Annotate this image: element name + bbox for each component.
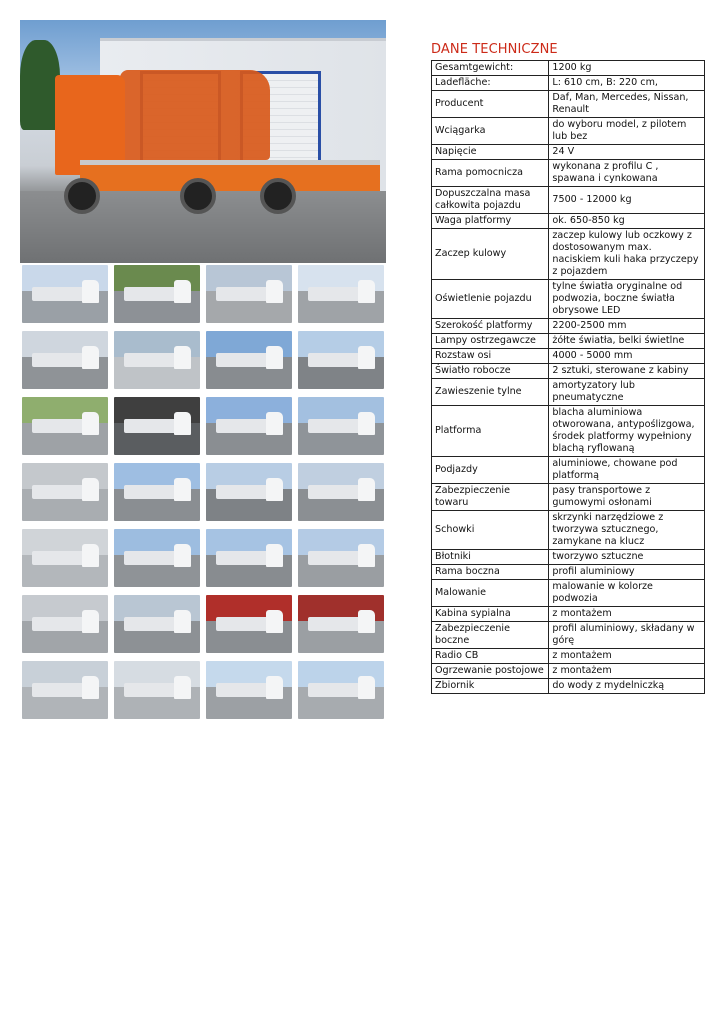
spec-label: Rozstaw osi (432, 349, 549, 364)
spec-row (432, 484, 705, 511)
gallery-thumbnail[interactable] (298, 529, 384, 587)
spec-label: Platforma (432, 406, 549, 457)
spec-label: Producent (432, 91, 549, 118)
gallery-thumbnail[interactable] (22, 265, 108, 323)
gallery-thumbnail[interactable] (114, 331, 200, 389)
spec-row (432, 349, 705, 364)
spec-value: 2 sztuki, sterowane z kabiny (549, 364, 705, 379)
spec-row (432, 550, 705, 565)
spec-value: żółte światła, belki świetlne (549, 334, 705, 349)
spec-label: Ogrzewanie postojowe (432, 664, 549, 679)
spec-row (432, 379, 705, 406)
specs-table (431, 60, 705, 694)
photo-gallery (22, 265, 388, 719)
spec-label: Napięcie (432, 145, 549, 160)
gallery-thumbnail[interactable] (298, 595, 384, 653)
gallery-thumbnail[interactable] (22, 331, 108, 389)
spec-label: Zawieszenie tylne (432, 379, 549, 406)
spec-label: Błotniki (432, 550, 549, 565)
spec-label: Światło robocze (432, 364, 549, 379)
spec-label: Rama boczna (432, 565, 549, 580)
page-title: DANE TECHNICZNE (431, 42, 558, 57)
spec-label: Lampy ostrzegawcze (432, 334, 549, 349)
spec-row (432, 364, 705, 379)
spec-row (432, 280, 705, 319)
spec-value: z montażem (549, 649, 705, 664)
gallery-thumbnail[interactable] (206, 595, 292, 653)
truck-platform (80, 160, 380, 191)
gallery-thumbnail[interactable] (22, 529, 108, 587)
spec-row (432, 565, 705, 580)
spec-label: Zbiornik (432, 679, 549, 694)
spec-value: amortyzatory lub pneumatyczne (549, 379, 705, 406)
spec-value: blacha aluminiowa otworowana, antypoślizgowa, środek platformy wypełniony blachą ryflowaną (549, 406, 705, 457)
spec-label: Rama pomocnicza (432, 160, 549, 187)
spec-row (432, 214, 705, 229)
spec-label: Wciągarka (432, 118, 549, 145)
spec-row (432, 649, 705, 664)
spec-row (432, 457, 705, 484)
gallery-thumbnail[interactable] (22, 463, 108, 521)
gallery-thumbnail[interactable] (114, 265, 200, 323)
gallery-thumbnail[interactable] (298, 331, 384, 389)
gallery-thumbnail[interactable] (22, 595, 108, 653)
spec-label: Gesamtgewicht: (432, 61, 549, 76)
spec-value: ok. 650-850 kg (549, 214, 705, 229)
gallery-thumbnail[interactable] (22, 661, 108, 719)
spec-label: Radio CB (432, 649, 549, 664)
spec-value: do wyboru model, z pilotem lub bez (549, 118, 705, 145)
spec-row (432, 229, 705, 280)
gallery-thumbnail[interactable] (298, 265, 384, 323)
spec-value: zaczep kulowy lub oczkowy z dostosowanym max. naciskiem kuli haka przyczepy z pojazdem (549, 229, 705, 280)
spec-value: malowanie w kolorze podwozia (549, 580, 705, 607)
spec-row (432, 160, 705, 187)
hero-truck-photo (20, 20, 386, 263)
spec-value: z montażem (549, 664, 705, 679)
gallery-thumbnail[interactable] (206, 529, 292, 587)
spec-value: 24 V (549, 145, 705, 160)
spec-row (432, 679, 705, 694)
spec-row (432, 580, 705, 607)
spec-value: 4000 - 5000 mm (549, 349, 705, 364)
spec-label: Dopuszczalna masa całkowita pojazdu (432, 187, 549, 214)
spec-value: profil aluminiowy (549, 565, 705, 580)
spec-value: tworzywo sztuczne (549, 550, 705, 565)
spec-label: Ladefläche: (432, 76, 549, 91)
spec-value: skrzynki narzędziowe z tworzywa sztucznego, zamykane na klucz (549, 511, 705, 550)
spec-value: pasy transportowe z gumowymi osłonami (549, 484, 705, 511)
spec-value: tylne światła oryginalne od podwozia, boczne światła obrysowe LED (549, 280, 705, 319)
spec-value: L: 610 cm, B: 220 cm, (549, 76, 705, 91)
spec-value: z montażem (549, 607, 705, 622)
spec-label: Zabezpieczenie boczne (432, 622, 549, 649)
spec-label: Szerokość platformy (432, 319, 549, 334)
gallery-thumbnail[interactable] (114, 595, 200, 653)
spec-row (432, 319, 705, 334)
spec-label: Zaczep kulowy (432, 229, 549, 280)
spec-row (432, 406, 705, 457)
spec-row (432, 607, 705, 622)
spec-row (432, 145, 705, 160)
spec-row (432, 334, 705, 349)
gallery-thumbnail[interactable] (206, 397, 292, 455)
spec-row (432, 664, 705, 679)
spec-label: Podjazdy (432, 457, 549, 484)
spec-label: Malowanie (432, 580, 549, 607)
spec-value: 2200-2500 mm (549, 319, 705, 334)
gallery-thumbnail[interactable] (206, 661, 292, 719)
spec-row (432, 118, 705, 145)
gallery-thumbnail[interactable] (114, 397, 200, 455)
spec-value: Daf, Man, Mercedes, Nissan, Renault (549, 91, 705, 118)
spec-value: aluminiowe, chowane pod platformą (549, 457, 705, 484)
gallery-thumbnail[interactable] (114, 661, 200, 719)
gallery-thumbnail[interactable] (206, 265, 292, 323)
spec-value: wykonana z profilu C , spawana i cynkowana (549, 160, 705, 187)
gallery-thumbnail[interactable] (22, 397, 108, 455)
spec-value: 1200 kg (549, 61, 705, 76)
spec-label: Oświetlenie pojazdu (432, 280, 549, 319)
gallery-thumbnail[interactable] (298, 397, 384, 455)
spec-value: 7500 - 12000 kg (549, 187, 705, 214)
spec-value: profil aluminiowy, składany w górę (549, 622, 705, 649)
spec-row (432, 511, 705, 550)
gallery-thumbnail[interactable] (298, 661, 384, 719)
gallery-thumbnail[interactable] (114, 529, 200, 587)
spec-label: Kabina sypialna (432, 607, 549, 622)
spec-row (432, 91, 705, 118)
gallery-thumbnail[interactable] (206, 331, 292, 389)
spec-row (432, 622, 705, 649)
spec-label: Schowki (432, 511, 549, 550)
gallery-thumbnail[interactable] (114, 463, 200, 521)
spec-label: Waga platformy (432, 214, 549, 229)
spec-value: do wody z mydelniczką (549, 679, 705, 694)
spec-row (432, 76, 705, 91)
spec-row (432, 187, 705, 214)
spec-label: Zabezpieczenie towaru (432, 484, 549, 511)
gallery-thumbnail[interactable] (206, 463, 292, 521)
gallery-thumbnail[interactable] (298, 463, 384, 521)
spec-row (432, 61, 705, 76)
